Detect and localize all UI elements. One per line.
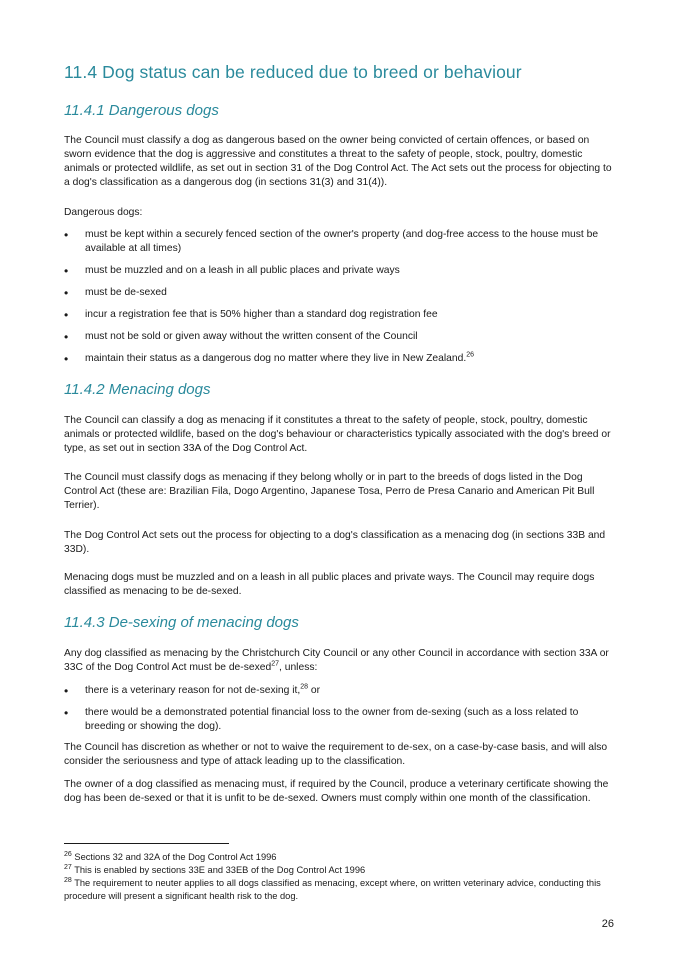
dangerous-dogs-list-label: Dangerous dogs: (64, 207, 143, 218)
footnotes (64, 851, 614, 903)
footnote-26: $^{26}$ Sections 32 and 32A of the Dog Control Act 1996 (64, 850, 277, 862)
list-item: • incur a registration fee that is 50% higher than a standard dog registration fee (64, 308, 614, 322)
footnote-ref: 26 (466, 351, 474, 359)
section-title: 11.4 Dog status can be reduced due to breed or behaviour (64, 62, 522, 82)
footnote-27: $^{27}$ This is enabled by sections 33E and 33EB of the Dog Control Act 1996 (64, 863, 366, 875)
page-number: 26 (601, 918, 614, 930)
dangerous-dogs-intro: The Council must classify a dog as dangerous based on the owner being convicted of certain offences, or based on sworn evidence that the dog is aggressive and constitutes a threat to the safety of people, stock, poultry, domestic animals or protected wildlife, as set out in section 31 of the Dog Control Act. The Act sets out the process for objecting to a dog's classification as a dangerous dog (in sections 31(3) and 31(4)). (64, 135, 612, 188)
list-item: • must not be sold or given away without the written consent of the Council (64, 330, 614, 344)
list-item: • must be muzzled and on a leash in all public places and private ways (64, 264, 614, 278)
list-item: • there is a veterinary reason for not de-sexing it,$^{28}$ or (64, 684, 614, 698)
desexing-para-2: The owner of a dog classified as menacing must, if required by the Council, produce a veterinary certificate showing the dog has been de-sexed or that it is unfit to be de-sexed. Owners must comply within one month of the classification. (64, 779, 609, 804)
list-item: • maintain their status as a dangerous dog no matter where they live in New Zealand.$^{26}$ (64, 352, 614, 366)
document-page (64, 0, 614, 955)
list-item: • there would be a demonstrated potential financial loss to the owner from de-sexing (such as a loss related to breeding or showing the dog). (64, 706, 614, 734)
dangerous-dogs-heading: 11.4.1 Dangerous dogs (64, 102, 219, 119)
desexing-para-1: The Council has discretion as whether or not to waive the requirement to de-sex, on a case-by-case basis, and will also consider the seriousness and type of attack leading up to the classification. (64, 742, 608, 767)
menacing-para-3: The Dog Control Act sets out the process for objecting to a dog's classification as a menacing dog (in sections 33B and 33D). (64, 530, 606, 555)
footnote-divider (64, 843, 229, 844)
footnote-ref: 28 (300, 683, 308, 691)
menacing-para-1: The Council can classify a dog as menacing if it constitutes a threat to the safety of people, stock, poultry, domestic animals or protected wildlife, based on the dog's behaviour or characteristics typically associated with the dog's breed or type, as set out in section 33A of the Dog Control Act. (64, 415, 611, 454)
list-item: • must be kept within a securely fenced section of the owner's property (and dog-free access to the house must be available at all times) (64, 228, 614, 256)
menacing-para-4: Menacing dogs must be muzzled and on a leash in all public places and private ways. The Council may require dogs classified as menacing to be de-sexed. (64, 572, 595, 597)
desexing-heading: 11.4.3 De-sexing of menacing dogs (64, 614, 299, 631)
menacing-dogs-heading: 11.4.2 Menacing dogs (64, 381, 211, 398)
footnote-28: $^{28}$ The requirement to neuter applies to all dogs classified as menacing, except where, on written veterinary advice, conducting this procedure will present a significant health risk to the dog. (64, 876, 601, 901)
list-item: • must be de-sexed (64, 286, 614, 300)
menacing-para-2: The Council must classify dogs as menacing if they belong wholly or in part to the breeds of dogs listed in the Dog Control Act (these are: Brazilian Fila, Dogo Argentino, Japanese Tosa, Perro de Presa Canario and American Pit Bull Terrier). (64, 472, 595, 511)
footnote-ref: 27 (271, 660, 279, 668)
desexing-intro: Any dog classified as menacing by the Christchurch City Council or any other Council in accordance with section 33A or 33C of the Dog Control Act must be de-sexed$^{27}$, unless: (64, 648, 609, 673)
